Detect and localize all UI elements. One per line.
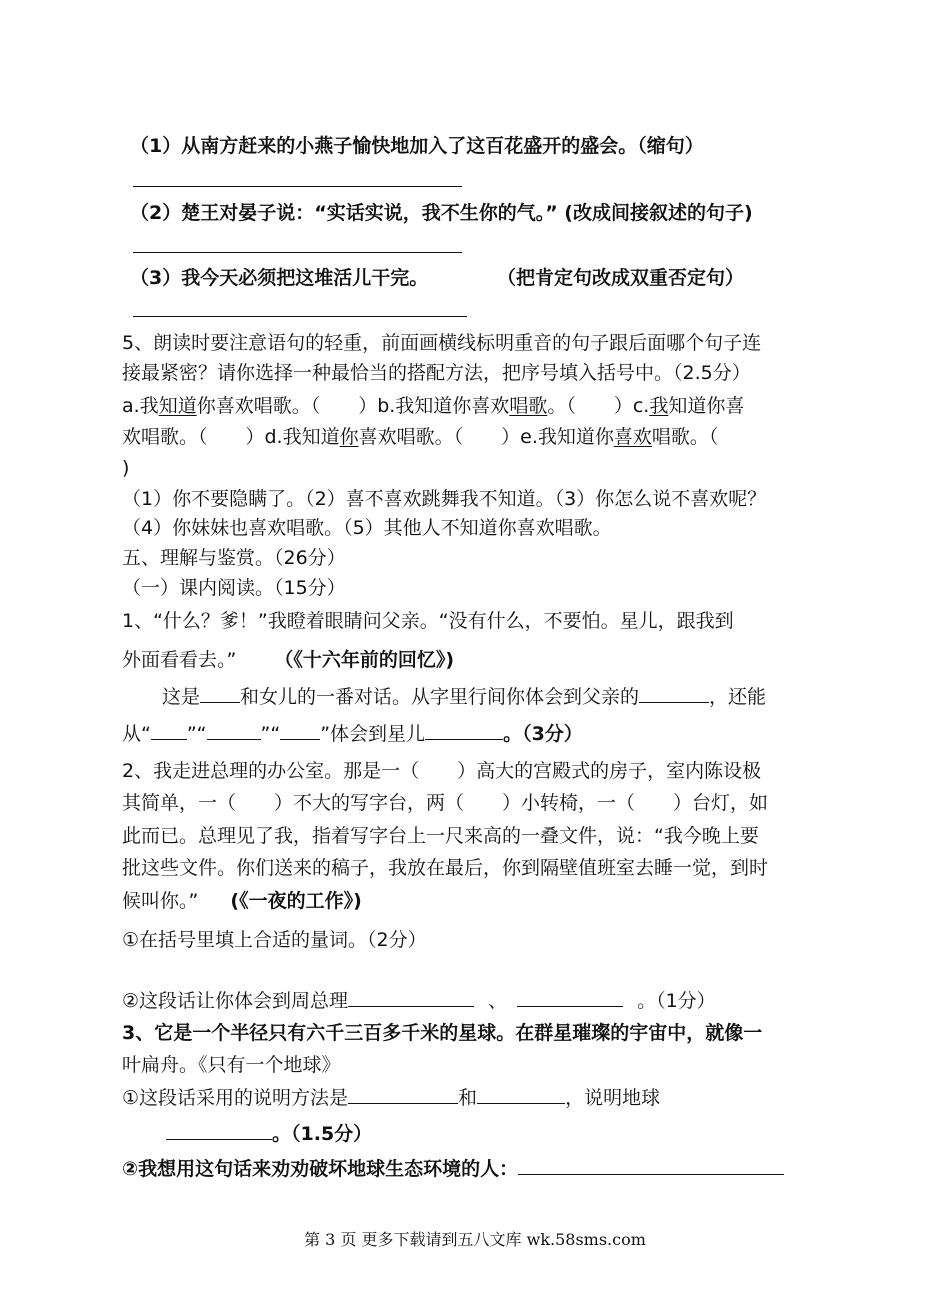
- option-b-stress: 唱歌: [509, 395, 548, 417]
- reading-1-line-1: 1、“什么？爹！”我瞪着眼睛问父亲。“没有什么，不要怕。星儿，跟我到: [122, 610, 734, 632]
- q5-line-2: 接最紧密？请你选择一种最恰当的搭配方法，把序号填入括号中。（2.5分）: [122, 362, 751, 384]
- reading-3-score: 。（1.5分）: [272, 1123, 373, 1145]
- section-5-title: 五、理解与鉴赏。（26分）: [122, 547, 346, 569]
- reading-2-line-4: 批这些文件。你们送来的稿子，我放在最后，你到隔壁值班室去睡一觉，到时: [122, 857, 769, 879]
- q5-choices-2: （4）你妹妹也喜欢唱歌。（5）其他人不知道你喜欢唱歌。: [122, 517, 612, 539]
- option-c-end: 欢唱歌。（ ）d.我知道: [122, 426, 340, 448]
- answer-line-2[interactable]: [133, 252, 462, 253]
- blank-father-feeling[interactable]: [639, 684, 709, 703]
- option-c-stress: 我: [649, 395, 669, 417]
- reading-2-q2-text-a: ②这段话让你体会到周总理: [122, 990, 349, 1012]
- reading-1-q-text-b: 和女儿的一番对话。从字里行间你体会到父亲的: [240, 686, 640, 708]
- reading-2-source: (《一夜的工作》): [230, 890, 362, 912]
- answer-line-1[interactable]: [133, 186, 462, 187]
- blank-zhou-trait-1[interactable]: [348, 988, 474, 1007]
- reading-1-q-text-g: ”体会到星儿: [320, 723, 426, 745]
- blank-xinger[interactable]: [425, 721, 503, 740]
- q5-options-line-1: [122, 394, 744, 418]
- reading-1-q-text-d: 从“: [122, 723, 151, 745]
- blank-speaker[interactable]: [200, 684, 240, 703]
- reading-1-line-2: [122, 648, 454, 672]
- reading-3-q1-text-c: ，说明地球: [565, 1087, 661, 1109]
- q4-sentence-1: （1）从南方赶来的小燕子愉快地加入了这百花盛开的盛会。（缩句）: [130, 135, 704, 157]
- q4-sentence-3: （3）我今天必须把这堆活儿干完。: [130, 267, 429, 289]
- reading-1-question-line-1: [162, 684, 766, 709]
- option-e-rest: 唱歌。（: [651, 426, 719, 448]
- reading-3-q2: [122, 1156, 784, 1181]
- reading-3-line-2: 叶扁舟。《只有一个地球》: [122, 1054, 341, 1076]
- reading-2-q2-text-b: 、: [488, 990, 508, 1012]
- reading-2-line-5: [122, 889, 362, 913]
- reading-2-line-1: 2、我走进总理的办公室。那是一（ ）高大的宫殿式的房子，室内陈设极: [122, 760, 762, 782]
- reading-2-quote-end: 候叫你。”: [122, 890, 199, 912]
- reading-2-q1: ①在括号里填上合适的量词。（2分）: [122, 929, 427, 951]
- reading-2-q2: [122, 988, 716, 1013]
- section-5-sub-1: （一）课内阅读。（15分）: [122, 577, 346, 599]
- reading-3-q1: [122, 1085, 660, 1110]
- blank-quote-2[interactable]: [207, 721, 261, 740]
- page-footer: 第 3 页 更多下载请到五八文库 wk.58sms.com: [304, 1230, 646, 1249]
- option-b-rest: 。（ ）c.: [547, 395, 650, 417]
- reading-2-line-2: 其简单，一（ ）不大的写字台，两（ ）小转椅，一（ ）台灯，如: [122, 792, 769, 814]
- reading-3-q1-text-a: ①这段话采用的说明方法是: [122, 1087, 349, 1109]
- reading-2-line-3: 此而已。总理见了我，指着写字台上一尺来高的一叠文件，说：“我今晚上要: [122, 825, 759, 847]
- answer-line-3[interactable]: [133, 316, 467, 317]
- blank-persuade[interactable]: [518, 1156, 784, 1175]
- q5-choices-1: （1）你不要隐瞒了。（2）喜不喜欢跳舞我不知道。（3）你怎么说不喜欢呢？: [122, 488, 767, 510]
- option-a-prefix: a.我: [122, 395, 159, 417]
- q5-paren-close: ): [122, 457, 130, 479]
- reading-1-q-text-c: ，还能: [709, 686, 767, 708]
- blank-quote-1[interactable]: [151, 721, 187, 740]
- reading-1-q-text-e: ”“: [186, 723, 207, 745]
- blank-method-2[interactable]: [477, 1085, 565, 1104]
- option-d-stress: 你: [339, 426, 359, 448]
- reading-1-source: （《十六年前的回忆》): [274, 649, 455, 671]
- option-a-rest: 你喜欢唱歌。（ ）b.我知道你喜欢: [196, 395, 510, 417]
- option-e-stress: 喜欢: [613, 426, 652, 448]
- reading-1-question-line-2: [122, 721, 583, 746]
- blank-earth-feature[interactable]: [166, 1121, 272, 1140]
- reading-3-line-1: 3、它是一个半径只有六千三百多千米的星球。在群星璀璨的宇宙中，就像一: [122, 1022, 763, 1044]
- reading-1-q-text-a: 这是: [162, 686, 201, 708]
- blank-quote-3[interactable]: [280, 721, 320, 740]
- q5-line-1: 5、朗读时要注意语句的轻重，前面画横线标明重音的句子跟后面哪个句子连: [122, 332, 762, 354]
- option-c-rest: 知道你喜: [668, 395, 745, 417]
- reading-1-q-text-f: ”“: [260, 723, 281, 745]
- option-a-stress: 知道: [158, 395, 197, 417]
- option-d-rest: 喜欢唱歌。（ ）e.我知道你: [358, 426, 614, 448]
- reading-3-q1-cont: [166, 1121, 372, 1146]
- reading-1-quote-end: 外面看看去。”: [122, 649, 237, 671]
- blank-zhou-trait-2[interactable]: [517, 988, 623, 1007]
- reading-3-q1-text-b: 和: [458, 1087, 478, 1109]
- reading-1-score: 。（3分）: [503, 723, 583, 745]
- q5-options-line-2: [122, 425, 718, 449]
- reading-2-q2-text-c: 。（1分）: [637, 990, 716, 1012]
- q4-sentence-2: （2）楚王对晏子说：“实话实说，我不生你的气。” (改成间接叙述的句子): [130, 202, 753, 224]
- reading-3-q2-text: ②我想用这句话来劝劝破坏地球生态环境的人：: [122, 1158, 519, 1180]
- q4-sentence-3-instruction: （把肯定句改成双重否定句）: [497, 267, 745, 289]
- blank-method-1[interactable]: [348, 1085, 458, 1104]
